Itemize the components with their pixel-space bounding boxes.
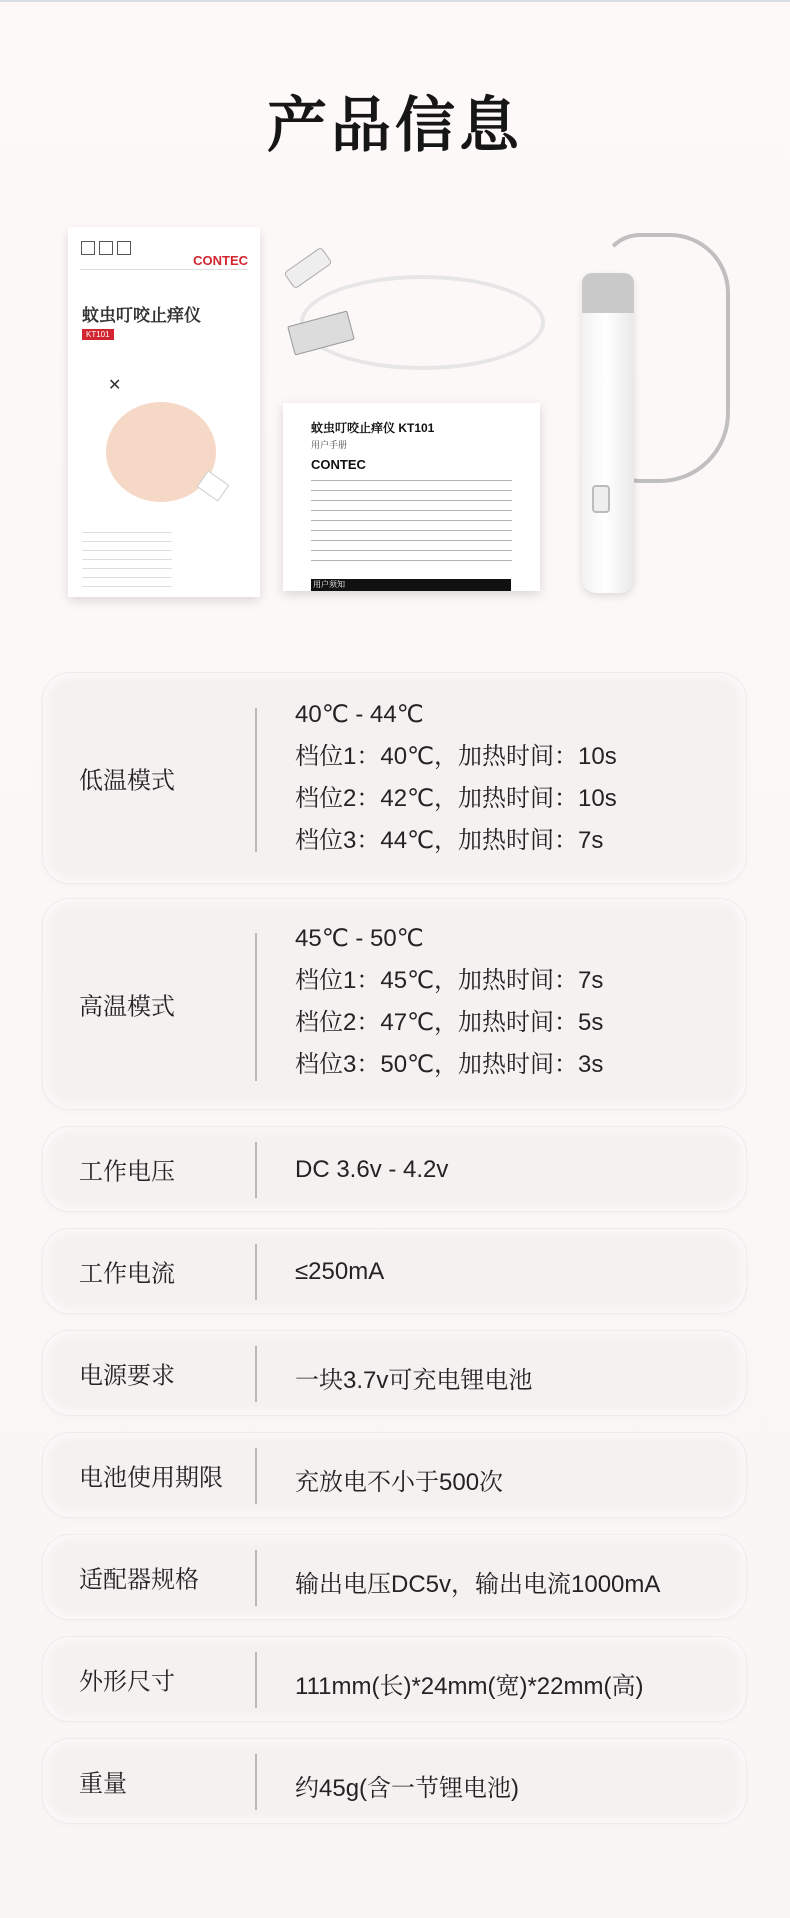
device-image bbox=[582, 273, 634, 593]
spec-card-weight bbox=[42, 1738, 747, 1824]
spec-value: 一块3.7v可充电锂电池 bbox=[295, 1367, 533, 1394]
manual-brand: CONTEC bbox=[311, 457, 366, 472]
spec-value-lines bbox=[295, 918, 603, 1086]
spec-divider bbox=[255, 1652, 257, 1708]
mosquito-icon: ✕ bbox=[108, 377, 122, 394]
spec-value-line: 档位3：50℃，加热时间：3s bbox=[295, 1051, 604, 1078]
skin-illustration bbox=[106, 402, 216, 502]
box-symbol-icons bbox=[81, 241, 131, 255]
spec-label: 工作电压 bbox=[79, 1158, 175, 1186]
spec-value: 约45g(含一节锂电池) bbox=[295, 1775, 520, 1802]
manual-fine-print bbox=[311, 480, 512, 570]
spec-value: DC 3.6v - 4.2v bbox=[295, 1156, 449, 1183]
manual-footer: 用户须知 bbox=[311, 579, 511, 591]
box-fine-print bbox=[82, 532, 172, 587]
spec-divider bbox=[255, 1448, 257, 1504]
spec-label: 高温模式 bbox=[79, 993, 175, 1021]
spec-value-line: 45℃ - 50℃ bbox=[295, 925, 424, 952]
spec-value: 输出电压DC5v，输出电流1000mA bbox=[295, 1571, 661, 1598]
spec-label: 外形尺寸 bbox=[79, 1668, 175, 1696]
spec-value-line: 档位2：47℃，加热时间：5s bbox=[295, 1009, 604, 1036]
spec-divider bbox=[255, 1550, 257, 1606]
power-button-icon bbox=[592, 485, 610, 513]
page-title: 产品信息 bbox=[267, 92, 523, 159]
spec-divider bbox=[255, 1142, 257, 1198]
spec-value-line: 40℃ - 44℃ bbox=[295, 701, 424, 728]
box-product-name: 蚊虫叮咬止痒仪 bbox=[82, 306, 201, 325]
spec-value-line: 档位2：42℃，加热时间：10s bbox=[295, 785, 617, 812]
spec-card-adapter bbox=[42, 1534, 747, 1620]
spec-card-battery-life bbox=[42, 1432, 747, 1518]
spec-card-dimensions bbox=[42, 1636, 747, 1722]
spec-label: 重量 bbox=[79, 1770, 127, 1798]
spec-divider bbox=[255, 1346, 257, 1402]
usb-c-plug-icon bbox=[283, 247, 332, 290]
spec-value-lines bbox=[295, 694, 617, 862]
spec-card-current bbox=[42, 1228, 747, 1314]
manual-title: 蚊虫叮咬止痒仪 KT101 bbox=[311, 421, 435, 435]
spec-divider bbox=[255, 708, 257, 852]
product-images bbox=[0, 215, 790, 625]
spec-value-line: 档位3：44℃，加热时间：7s bbox=[295, 827, 604, 854]
product-box-image bbox=[68, 227, 260, 597]
spec-card-high-temp bbox=[42, 898, 747, 1110]
spec-card-low-temp bbox=[42, 672, 747, 884]
box-model-tag: KT101 bbox=[82, 329, 114, 340]
user-manual-image bbox=[283, 403, 540, 591]
spec-value: 充放电不小于500次 bbox=[295, 1469, 504, 1496]
spec-card-voltage bbox=[42, 1126, 747, 1212]
spec-value-line: 档位1：45℃，加热时间：7s bbox=[295, 967, 604, 994]
spec-label: 工作电流 bbox=[79, 1260, 175, 1288]
spec-label: 电池使用期限 bbox=[79, 1464, 223, 1492]
spec-divider bbox=[255, 1244, 257, 1300]
spec-label: 适配器规格 bbox=[79, 1566, 199, 1594]
spec-label: 电源要求 bbox=[79, 1362, 175, 1390]
spec-value-line: 档位1：40℃，加热时间：10s bbox=[295, 743, 617, 770]
spec-label: 低温模式 bbox=[79, 767, 175, 795]
device-cap bbox=[582, 273, 634, 313]
spec-card-power bbox=[42, 1330, 747, 1416]
spec-divider bbox=[255, 1754, 257, 1810]
spec-value: 111mm(长)*24mm(宽)*22mm(高) bbox=[295, 1673, 644, 1700]
top-border bbox=[0, 0, 790, 2]
manual-subtitle: 用户手册 bbox=[311, 440, 348, 450]
spec-value: ≤250mA bbox=[295, 1258, 385, 1285]
box-brand: CONTEC bbox=[193, 253, 248, 268]
spec-divider bbox=[255, 933, 257, 1081]
